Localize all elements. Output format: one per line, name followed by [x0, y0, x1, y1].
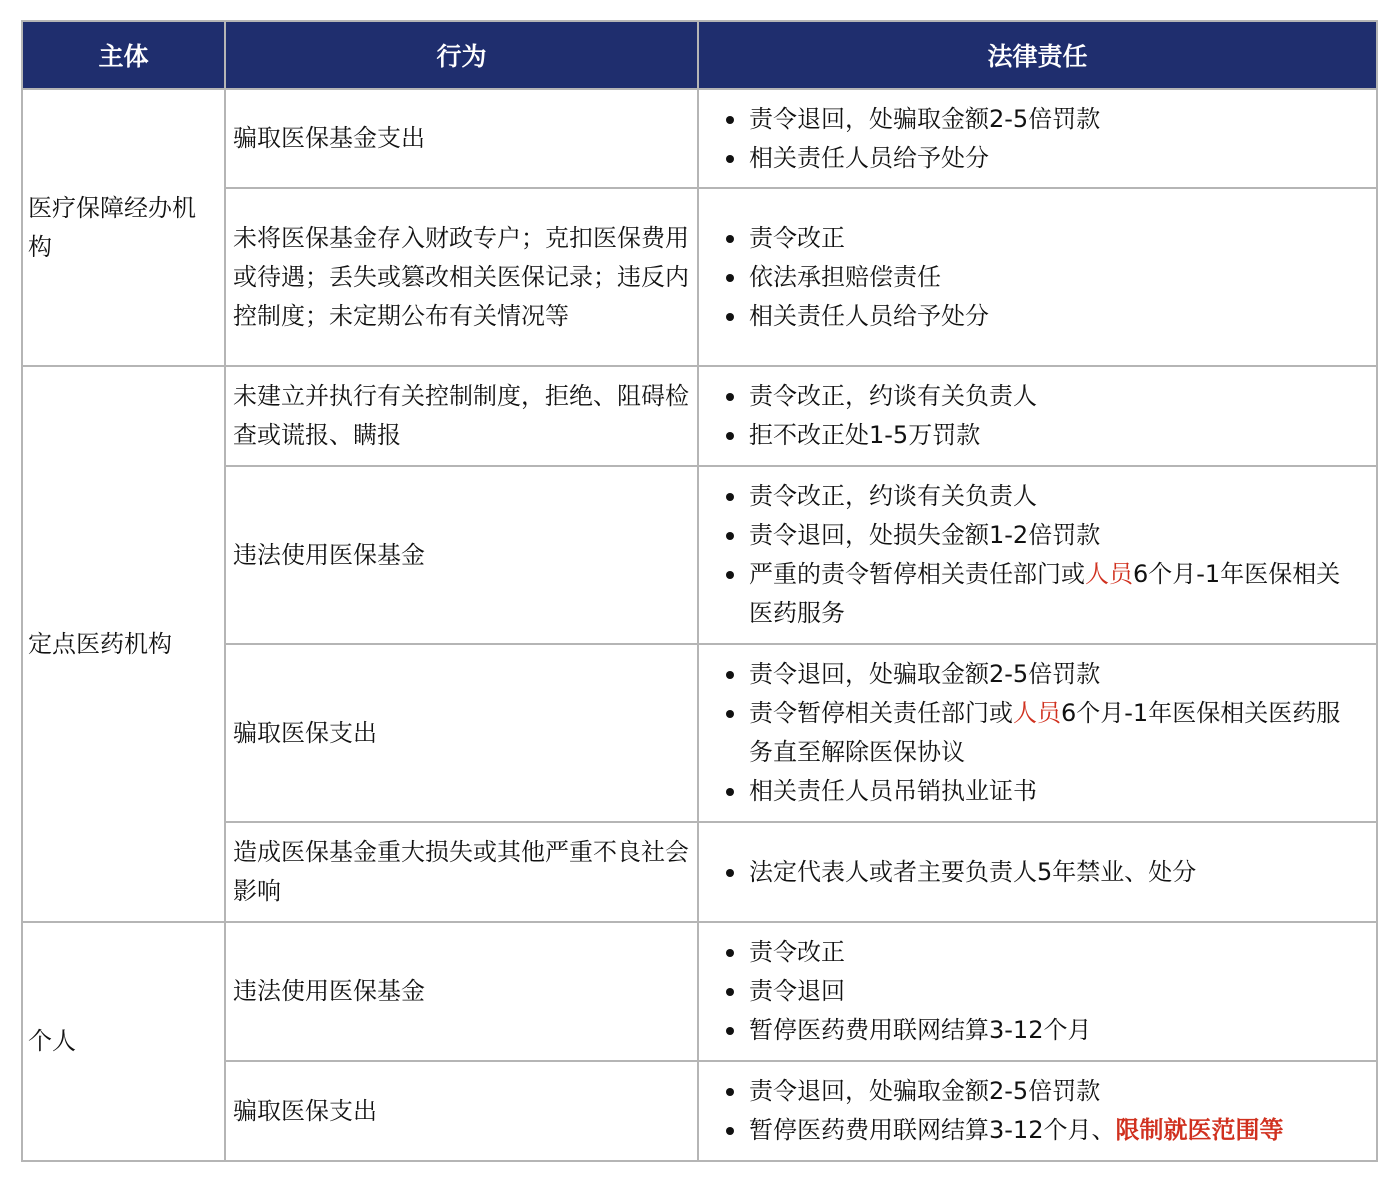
liability-item	[749, 377, 1362, 416]
header-subject: 主体	[22, 21, 225, 89]
liability-list	[705, 100, 1370, 178]
bullet-icon	[726, 274, 734, 282]
liability-text: 法定代表人或者主要负责人5年禁业、处分	[749, 857, 1197, 886]
bullet-icon	[726, 116, 734, 124]
liability-highlight: 限制就医范围等	[1115, 1116, 1284, 1144]
liability-cell	[698, 1061, 1377, 1161]
header-behavior: 行为	[225, 21, 698, 89]
liability-cell	[698, 366, 1377, 466]
liability-highlight: 人员	[1013, 699, 1061, 727]
liability-item	[749, 219, 1362, 258]
bullet-icon	[726, 155, 734, 163]
table-row	[22, 89, 1377, 188]
liability-item	[749, 258, 1362, 297]
liability-item	[749, 972, 1362, 1011]
liability-text: 相关责任人员吊销执业证书	[749, 777, 1037, 805]
liability-text: 责令退回，处损失金额1-2倍罚款	[749, 521, 1101, 549]
liability-text: 相关责任人员给予处分	[749, 143, 989, 172]
liability-list	[705, 1072, 1370, 1150]
liability-item	[749, 1011, 1362, 1050]
header-row	[22, 21, 1377, 89]
liability-text: 责令退回，处骗取金额2-5倍罚款	[749, 660, 1101, 688]
liability-text: 暂停医药费用联网结算3-12个月、	[749, 1116, 1116, 1144]
liability-item	[749, 516, 1362, 555]
liability-item	[749, 853, 1362, 892]
liability-text: 责令退回	[749, 977, 845, 1005]
table-row	[22, 466, 1377, 644]
liability-text: 6个月-1年医保相关医药服务	[749, 560, 1341, 627]
behavior-cell: 违法使用医保基金	[225, 922, 698, 1061]
bullet-icon	[726, 432, 734, 440]
liability-cell	[698, 466, 1377, 644]
liability-list	[705, 377, 1370, 455]
liability-text: 责令退回，处骗取金额2-5倍罚款	[749, 1077, 1101, 1105]
liability-item	[749, 1072, 1362, 1111]
bullet-icon	[726, 393, 734, 401]
bullet-icon	[726, 235, 734, 243]
liability-cell	[698, 188, 1377, 366]
liability-list	[705, 477, 1370, 633]
liability-list	[705, 655, 1370, 811]
liability-item	[749, 772, 1362, 811]
liability-text: 暂停医药费用联网结算3-12个月	[749, 1016, 1092, 1044]
bullet-icon	[726, 710, 734, 718]
liability-item	[749, 416, 1362, 455]
liability-list	[705, 933, 1370, 1050]
bullet-icon	[726, 788, 734, 796]
liability-item	[749, 100, 1362, 139]
header-liability: 法律责任	[698, 21, 1377, 89]
liability-text: 依法承担赔偿责任	[749, 262, 941, 291]
liability-highlight: 人员	[1085, 560, 1133, 588]
liability-list	[705, 219, 1370, 336]
bullet-icon	[726, 571, 734, 579]
bullet-icon	[726, 313, 734, 321]
subject-cell: 医疗保障经办机构	[22, 89, 225, 366]
behavior-cell: 骗取医保支出	[225, 1061, 698, 1161]
behavior-cell: 未将医保基金存入财政专户；克扣医保费用或待遇；丢失或篡改相关医保记录；违反内控制度；未定期公布有关情况等	[225, 188, 698, 366]
table-row	[22, 644, 1377, 822]
bullet-icon	[726, 493, 734, 501]
liability-table	[21, 20, 1378, 1162]
bullet-icon	[726, 988, 734, 996]
liability-item	[749, 933, 1362, 972]
subject-cell: 个人	[22, 922, 225, 1161]
liability-item	[749, 477, 1362, 516]
bullet-icon	[726, 949, 734, 957]
liability-text: 责令改正，约谈有关负责人	[749, 482, 1037, 510]
liability-item	[749, 139, 1362, 178]
bullet-icon	[726, 1127, 734, 1135]
table-row	[22, 1061, 1377, 1161]
table-row	[22, 366, 1377, 466]
liability-text: 6个月-1年医保相关医药服务直至解除医保协议	[749, 699, 1341, 766]
liability-text: 责令改正，约谈有关负责人	[749, 382, 1037, 410]
bullet-icon	[726, 1027, 734, 1035]
bullet-icon	[726, 532, 734, 540]
table-body	[22, 89, 1377, 1161]
liability-text: 责令退回，处骗取金额2-5倍罚款	[749, 104, 1101, 133]
liability-item	[749, 555, 1362, 633]
subject-cell: 定点医药机构	[22, 366, 225, 922]
bullet-icon	[726, 869, 734, 877]
table-row	[22, 922, 1377, 1061]
liability-item	[749, 297, 1362, 336]
liability-text: 相关责任人员给予处分	[749, 301, 989, 330]
liability-text: 拒不改正处1-5万罚款	[749, 421, 981, 449]
bullet-icon	[726, 671, 734, 679]
liability-item	[749, 655, 1362, 694]
liability-cell	[698, 644, 1377, 822]
bullet-icon	[726, 1088, 734, 1096]
liability-text: 严重的责令暂停相关责任部门或	[749, 560, 1085, 588]
liability-text: 责令暂停相关责任部门或	[749, 699, 1013, 727]
table-row	[22, 188, 1377, 366]
behavior-cell: 骗取医保支出	[225, 644, 698, 822]
table-row	[22, 822, 1377, 922]
liability-text: 责令改正	[749, 938, 845, 966]
liability-cell	[698, 822, 1377, 922]
behavior-cell: 未建立并执行有关控制制度，拒绝、阻碍检查或谎报、瞒报	[225, 366, 698, 466]
liability-item	[749, 1111, 1362, 1150]
liability-cell	[698, 922, 1377, 1061]
liability-text: 责令改正	[749, 223, 845, 252]
liability-list	[705, 853, 1370, 892]
behavior-cell: 骗取医保基金支出	[225, 89, 698, 188]
behavior-cell: 造成医保基金重大损失或其他严重不良社会影响	[225, 822, 698, 922]
liability-cell	[698, 89, 1377, 188]
behavior-cell: 违法使用医保基金	[225, 466, 698, 644]
liability-item	[749, 694, 1362, 772]
